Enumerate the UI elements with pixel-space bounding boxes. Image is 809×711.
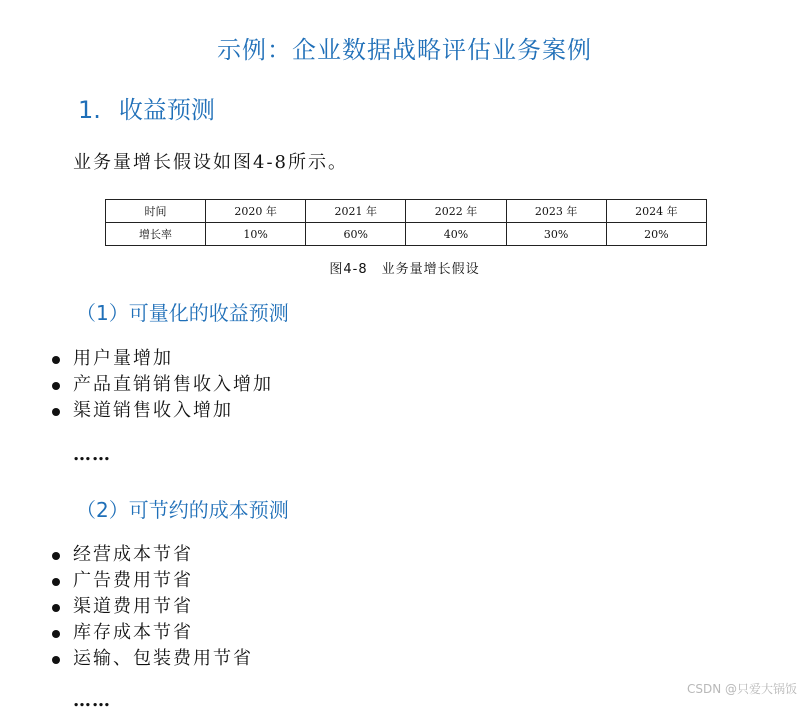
bullet-icon	[52, 408, 60, 416]
table-cell: 2022 年	[406, 200, 506, 223]
cost-ellipsis: ……	[73, 690, 111, 711]
list-item-text: 运输、包装费用节省	[73, 648, 253, 669]
bullet-icon	[52, 656, 60, 664]
list-item	[50, 542, 253, 568]
table-cell: 30%	[506, 223, 606, 246]
list-item	[50, 568, 253, 594]
list-item	[50, 594, 253, 620]
watermark: CSDN @只爱大锅饭	[686, 682, 797, 696]
bullet-icon	[52, 630, 60, 638]
list-item-text: 用户量增加	[73, 348, 173, 369]
table-header-row	[106, 200, 707, 223]
figure-caption: 图4-8 业务量增长假设	[329, 262, 480, 277]
list-item-text: 广告费用节省	[73, 570, 193, 591]
list-item	[50, 620, 253, 646]
table-cell: 20%	[606, 223, 706, 246]
list-item	[50, 372, 273, 398]
bullet-icon	[52, 604, 60, 612]
cost-list	[50, 542, 253, 672]
list-item-text: 渠道销售收入增加	[73, 400, 233, 421]
bullet-icon	[52, 356, 60, 364]
table-cell: 时间	[106, 200, 206, 223]
revenue-ellipsis: ……	[73, 444, 111, 465]
table-cell: 2023 年	[506, 200, 606, 223]
list-item-text: 产品直销销售收入增加	[73, 374, 273, 395]
table-cell: 2021 年	[306, 200, 406, 223]
page-title: 示例：企业数据战略评估业务案例	[217, 36, 592, 64]
table-cell: 40%	[406, 223, 506, 246]
subsection-heading-revenue: （1）可量化的收益预测	[76, 301, 289, 325]
list-item-text: 渠道费用节省	[73, 596, 193, 617]
list-item-text: 库存成本节省	[73, 622, 193, 643]
section-heading	[78, 90, 215, 125]
intro-paragraph: 业务量增长假设如图4-8所示。	[73, 152, 348, 173]
list-item-text: 经营成本节省	[73, 544, 193, 565]
list-item	[50, 398, 273, 424]
subsection-heading-cost: （2）可节约的成本预测	[76, 498, 289, 522]
table-row	[106, 223, 707, 246]
revenue-list	[50, 346, 273, 424]
table-cell: 增长率	[106, 223, 206, 246]
table-cell: 2020 年	[206, 200, 306, 223]
bullet-icon	[52, 552, 60, 560]
list-item	[50, 346, 273, 372]
section-heading-text: 收益预测	[118, 96, 215, 124]
table-cell: 60%	[306, 223, 406, 246]
bullet-icon	[52, 578, 60, 586]
table-cell: 2024 年	[606, 200, 706, 223]
section-number: 1.	[78, 96, 101, 124]
list-item	[50, 646, 253, 672]
growth-table	[105, 199, 707, 246]
table-cell: 10%	[206, 223, 306, 246]
bullet-icon	[52, 382, 60, 390]
